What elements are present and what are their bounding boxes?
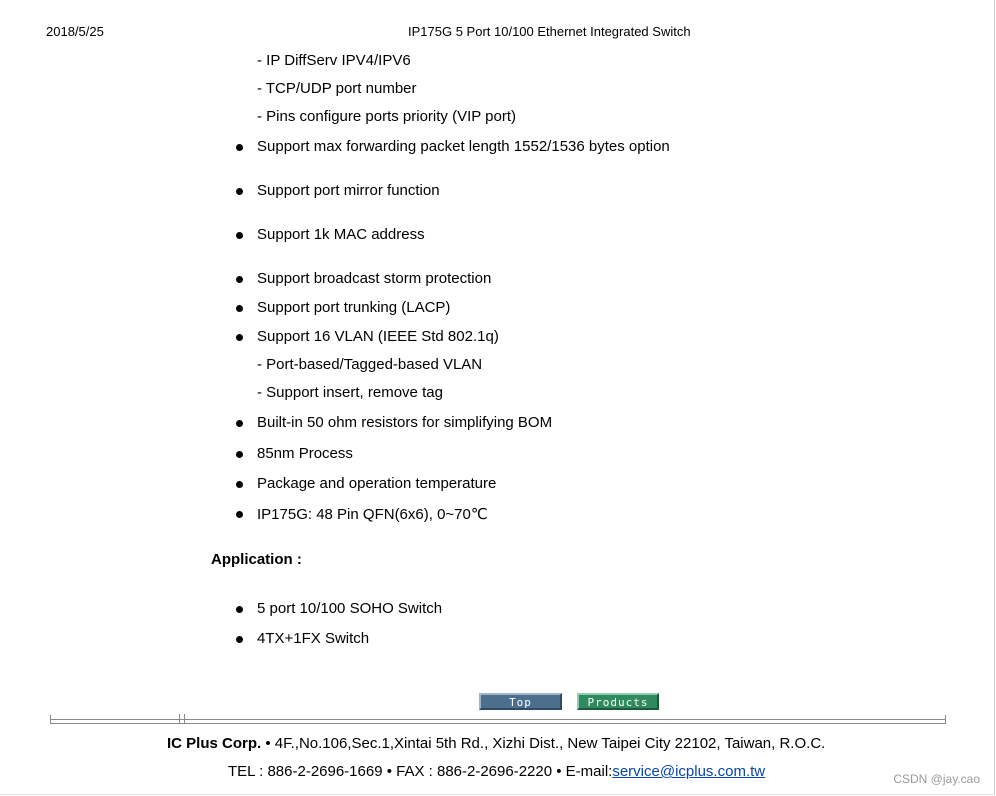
bullet-dot-icon	[236, 232, 243, 239]
feature-text: 85nm Process	[257, 445, 353, 462]
bullet-dot-icon	[236, 481, 243, 488]
bullet-dot-icon	[236, 305, 243, 312]
bullet-dot-icon	[236, 276, 243, 283]
divider-line	[51, 719, 945, 720]
feature-text: IP175G: 48 Pin QFN(6x6), 0~70℃	[257, 506, 488, 523]
products-button[interactable]: Products	[577, 693, 659, 710]
application-text: 5 port 10/100 SOHO Switch	[257, 600, 443, 617]
application-text: 4TX+1FX Switch	[257, 630, 370, 647]
footer-contact	[228, 763, 765, 780]
feature-text: Support max forwarding packet length 1552/1536 bytes option	[257, 138, 670, 155]
feature-subitem: - TCP/UDP port number	[257, 80, 417, 97]
page-title: IP175G 5 Port 10/100 Ethernet Integrated Switch	[408, 24, 691, 39]
bullet-dot-icon	[236, 420, 243, 427]
feature-text: Support broadcast storm protection	[257, 270, 492, 287]
footer-address	[167, 735, 825, 752]
company-name: IC Plus Corp.	[167, 735, 262, 752]
feature-subitem: - Pins configure ports priority (VIP port)	[257, 108, 516, 125]
feature-text: Built-in 50 ohm resistors for simplifying BOM	[257, 414, 553, 431]
feature-text: Support 16 VLAN (IEEE Std 802.1q)	[257, 328, 499, 345]
watermark: CSDN @jay.cao	[893, 772, 980, 786]
bullet-dot-icon	[236, 334, 243, 341]
feature-text: Support port mirror function	[257, 182, 440, 199]
bullet-dot-icon	[236, 511, 243, 518]
contact-text: TEL : 886-2-2696-1669 • FAX : 886-2-2696-2220 • E-mail:	[228, 763, 613, 780]
address-text: • 4F.,No.106,Sec.1,Xintai 5th Rd., Xizhi Dist., New Taipei City 22102, Taiwan, R.O.C.	[261, 735, 826, 752]
top-button[interactable]: Top	[479, 693, 562, 710]
footer-divider	[50, 715, 946, 724]
feature-text: Support port trunking (LACP)	[257, 299, 451, 316]
bullet-dot-icon	[236, 451, 243, 458]
email-link[interactable]: service@icplus.com.tw	[612, 763, 766, 780]
bullet-dot-icon	[236, 606, 243, 613]
application-heading: Application :	[211, 551, 302, 568]
feature-subitem: - Support insert, remove tag	[257, 384, 443, 401]
divider-mark	[179, 714, 185, 723]
feature-subitem: - IP DiffServ IPV4/IPV6	[257, 52, 411, 69]
feature-text: Support 1k MAC address	[257, 226, 425, 243]
feature-text: Package and operation temperature	[257, 475, 497, 492]
bullet-dot-icon	[236, 188, 243, 195]
bullet-dot-icon	[236, 144, 243, 151]
feature-subitem: - Port-based/Tagged-based VLAN	[257, 356, 483, 373]
bullet-dot-icon	[236, 636, 243, 643]
print-date: 2018/5/25	[46, 24, 104, 39]
